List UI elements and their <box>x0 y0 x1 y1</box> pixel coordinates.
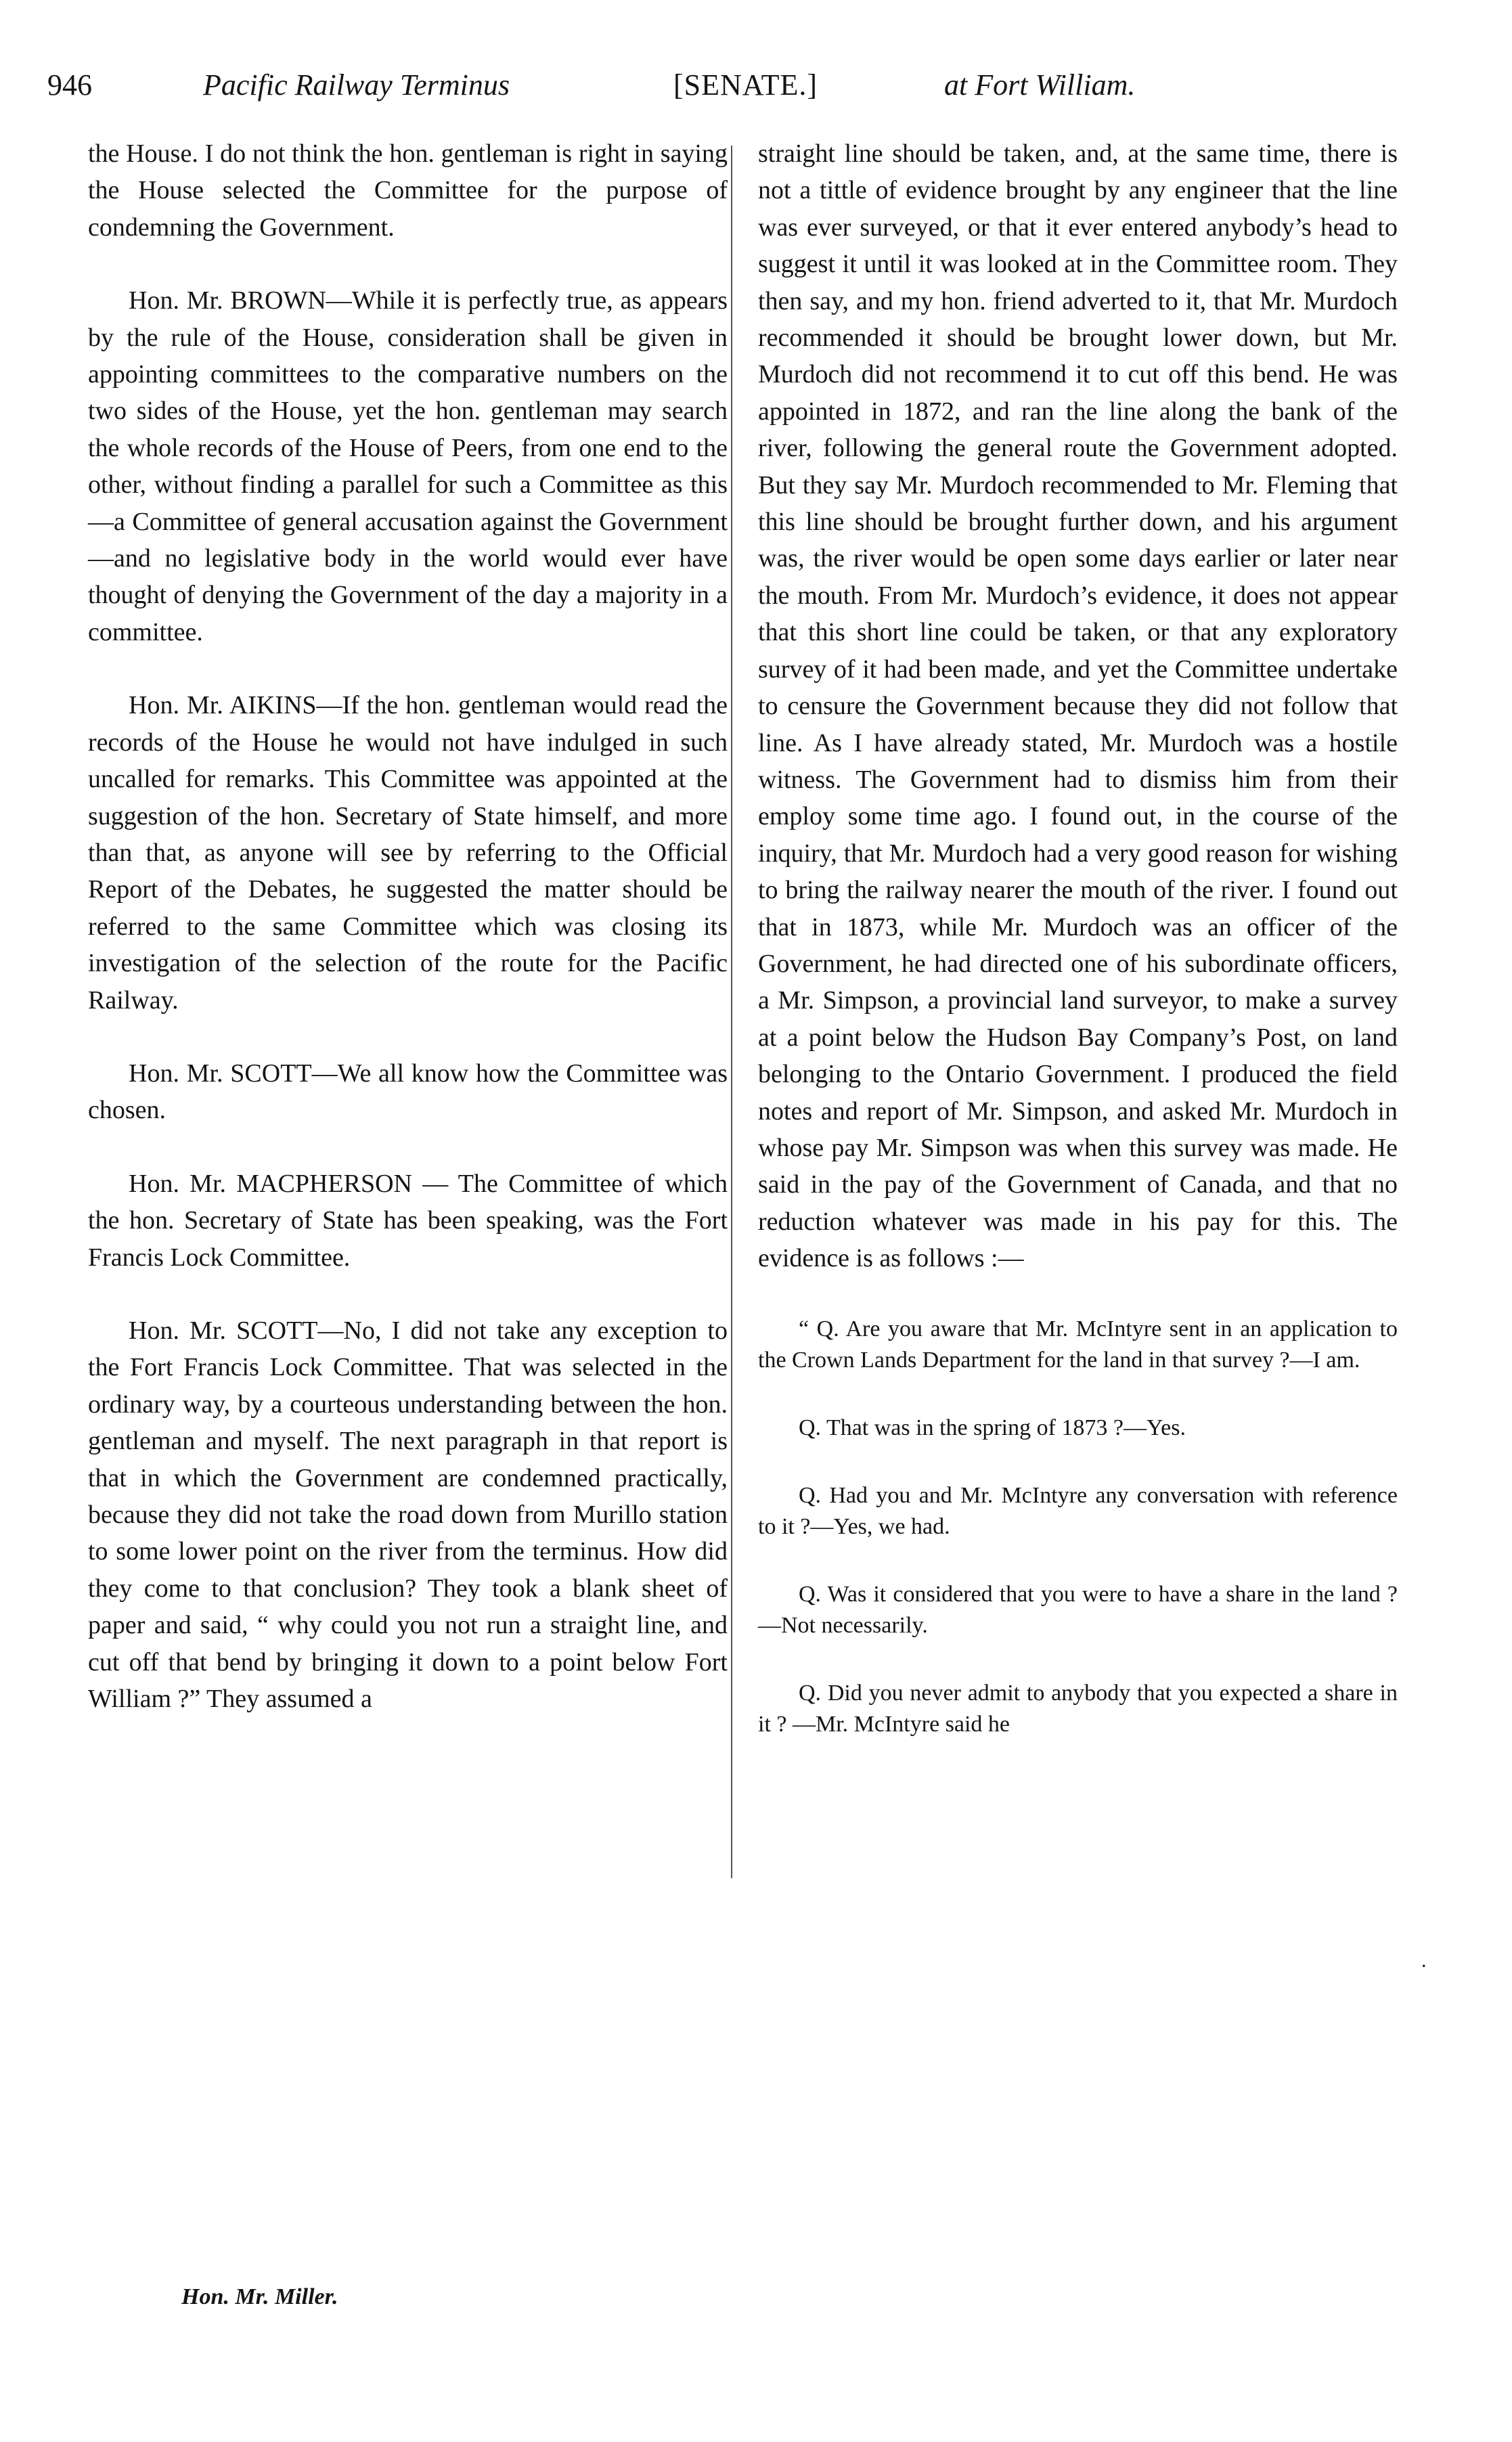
paragraph: Hon. Mr. SCOTT—No, I did not take any exception to the Fort Francis Lock Committee. That was selected in the ordinary way, by a courteous understanding between the hon. gentleman and myself. The next paragraph in that report is that in which the Government are condemned practically, because they did not take the road down from Murillo station to some lower point on the river from the terminus. How did they come to that conclusion? They took a blank sheet of paper and said, “ why could you not run a straight line, and cut off that bend by bringing it down to a point below Fort William ?” They assumed a <box>88 1316 728 1714</box>
evidence-item: Q. Had you and Mr. McIntyre any conversation with reference to it ?—Yes, we had. <box>758 1482 1398 1539</box>
paragraph: Hon. Mr. MACPHERSON — The Committee of which the hon. Secretary of State has been speaking, was the Fort Francis Lock Committee. <box>88 1169 728 1272</box>
footer-signature: Hon. Mr. Miller. <box>181 2284 338 2309</box>
running-title-center: [SENATE.] <box>673 68 818 102</box>
paragraph: Hon. Mr. AIKINS—If the hon. gentleman would read the records of the House he would not have indulged in such uncalled for remarks. This Committee was appointed at the suggestion of the hon. Secretary of State himself, and more than that, as anyone will see by referring to the Official Report of the Debates, he suggested the matter should be referred to the same Committee which was closing its investigation of the selection of the route for the Pacific Railway. <box>88 691 728 1015</box>
evidence-item: “ Q. Are you aware that Mr. McIntyre sent in an application to the Crown Lands Department for the land in that survey ?—I am. <box>758 1316 1398 1373</box>
paragraph: the House. I do not think the hon. gentleman is right in saying the House selected the Committee for the purpose of condemning the Government. <box>88 139 728 242</box>
running-title-right: at Fort William. <box>944 68 1136 102</box>
page-header <box>47 68 1218 129</box>
running-title-left: Pacific Railway Terminus <box>203 68 510 102</box>
paragraph: Hon. Mr. BROWN—While it is perfectly true, as appears by the rule of the House, consideration shall be given in appointing committees to the comparative numbers on the two sides of the House, yet the hon. gentleman may search the whole records of the House of Peers, from one end to the other, without finding a parallel for such a Committee as this—a Committee of general accusation against the Government—and no legislative body in the world would ever have thought of denying the Government of the day a majority in a committee. <box>88 286 728 646</box>
paragraph: straight line should be taken, and, at the same time, there is not a tittle of evidence brought by any engineer that the line was ever surveyed, or that it ever entered anybody’s head to suggest it until it was looked at in the Committee room. They then say, and my hon. friend adverted to it, that Mr. Murdoch recommended it should be brought lower down, but Mr. Murdoch did not recommend it to cut off this bend. He was appointed in 1872, and ran the line along the bank of the river, following the general route the Government adopted. But they say Mr. Murdoch recommended to Mr. Fleming that this line should be brought further down, and his argument was, the river would be open some days earlier or later near the mouth. From Mr. Murdoch’s evidence, it does not appear that this short line could be taken, or that any exploratory survey of it had been made, and yet the Committee undertake to censure the Government because they did not follow that line. As I have already stated, Mr. Murdoch was a hostile witness. The Government had to dismiss him from their employ some time ago. I found out, in the course of the inquiry, that Mr. Murdoch had a very good reason for wishing to bring the railway nearer the mouth of the river. I found out that in 1873, while Mr. Murdoch was an officer of the Government, he had directed one of his subordinate officers, a Mr. Simpson, a provincial land surveyor, to make a survey at a point below the Hudson Bay Company’s Post, on land belonging to the Ontario Government. I produced the field notes and report of Mr. Simpson, and asked Mr. Murdoch in whose pay Mr. Simpson was when this survey was made. He said in the pay of the Government of Canada, and that no reduction whatever was made in his pay for this. The evidence is as follows :— <box>758 139 1398 1273</box>
margin-mark: . <box>1421 1949 1427 1972</box>
evidence-item: Q. Was it considered that you were to have a share in the land ?—Not necessarily. <box>758 1581 1398 1638</box>
column-divider <box>731 146 732 1878</box>
evidence-item: Q. Did you never admit to anybody that you expected a share in it ? —Mr. McIntyre said he <box>758 1680 1398 1737</box>
left-column <box>88 135 728 1754</box>
right-column <box>758 135 1398 1777</box>
paragraph: Hon. Mr. SCOTT—We all know how the Committee was chosen. <box>88 1059 728 1125</box>
page-number: 946 <box>47 68 92 102</box>
evidence-item: Q. That was in the spring of 1873 ?—Yes. <box>799 1415 1186 1440</box>
